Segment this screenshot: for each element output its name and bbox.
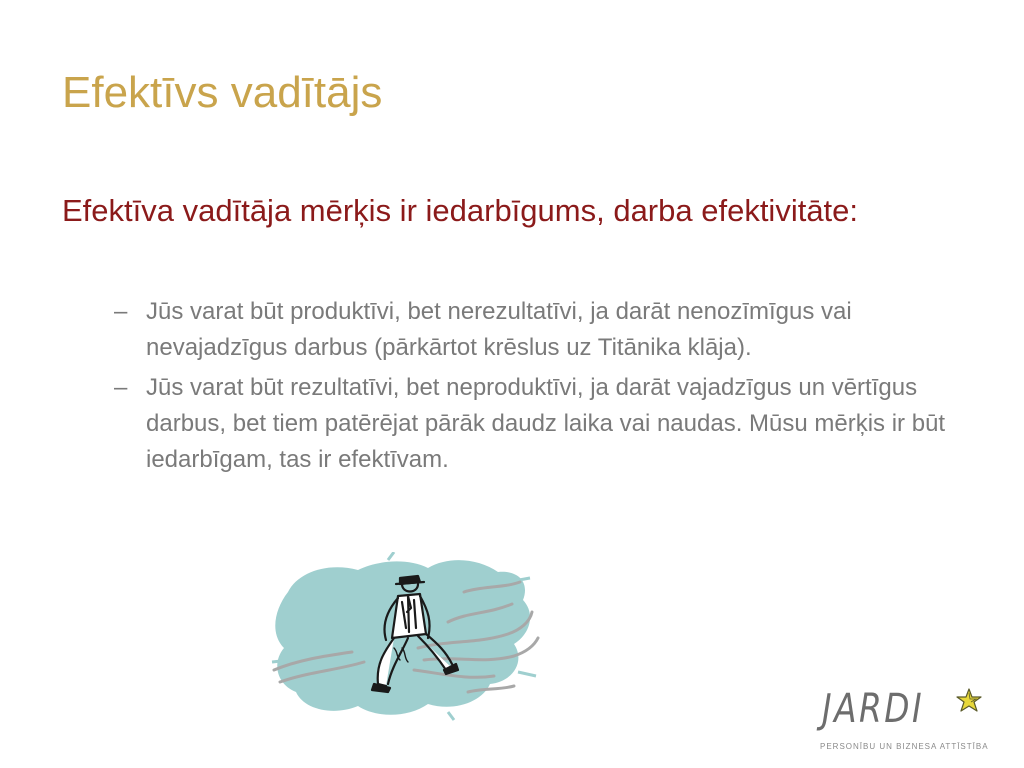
star-icon <box>956 688 982 714</box>
lead-paragraph: Efektīva vadītāja mērķis ir iedarbīgums, darba efektivitāte: <box>62 193 859 228</box>
man-on-cloud-illustration <box>268 552 540 722</box>
logo-tagline: PERSONĪBU UN BIZNESA ATTĪSTĪBA <box>820 742 989 751</box>
bullet-list <box>110 294 990 482</box>
bullet-dash: – <box>114 298 128 325</box>
jardi-logo <box>818 686 988 756</box>
bullet-text: Jūs varat būt produktīvi, bet nerezultatīvi, ja darāt nenozīmīgus vai nevajadzīgus darbus (pārkārtot krēslus uz Titānika klāja). <box>146 298 852 361</box>
bullet-text: Jūs varat būt rezultatīvi, bet neproduktīvi, ja darāt vajadzīgus un vērtīgus darbus, bet tiem patērējat pārāk daudz laika vai naudas. Mūsu mērķis ir būt iedarbīgam, tas ir efektīvam. <box>146 374 946 473</box>
bullet-item <box>110 294 990 366</box>
logo-wordmark: JARDI <box>822 686 925 732</box>
bullet-dash: – <box>114 374 128 401</box>
bullet-item <box>110 370 990 478</box>
slide-title: Efektīvs vadītājs <box>62 68 383 117</box>
